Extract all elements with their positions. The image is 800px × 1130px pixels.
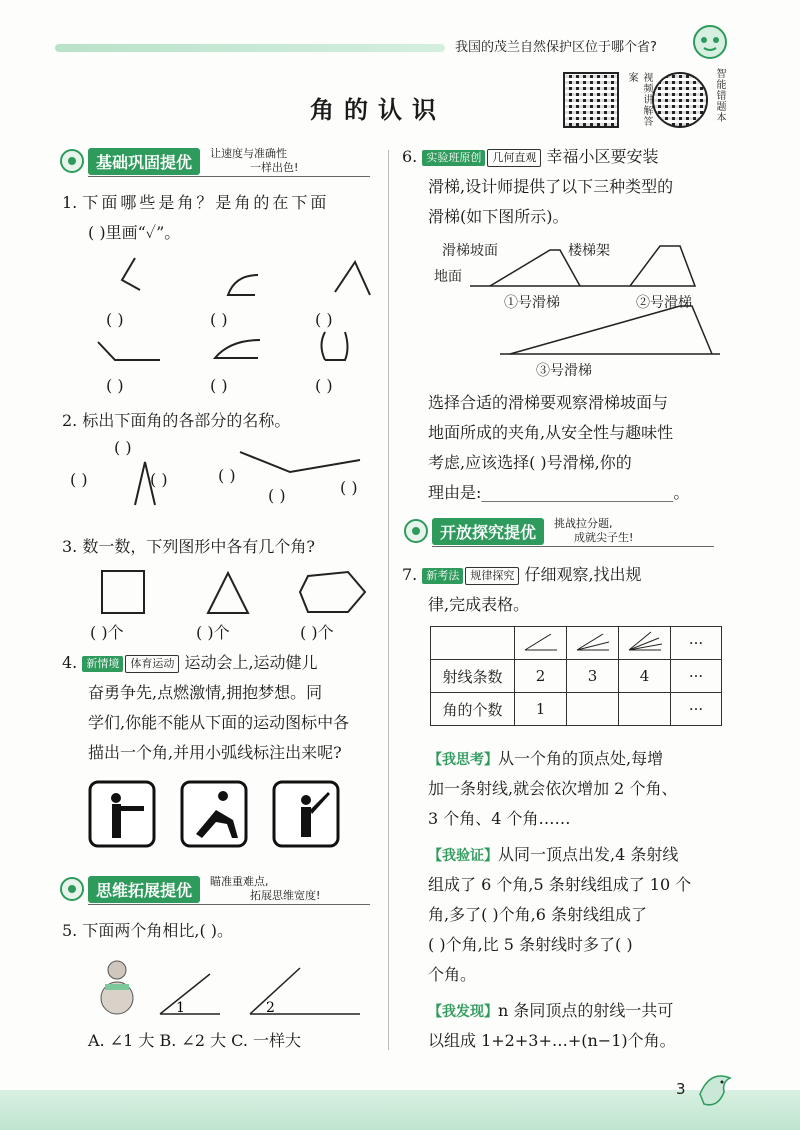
q6: 6. 实验班原创 几何直观 幸福小区要安装	[402, 147, 659, 166]
label-stairs: 楼梯架	[568, 243, 610, 259]
q7-find: 【我发现】n 条同顶点的射线一共可	[428, 1001, 674, 1020]
q6-line2: 滑梯,设计师提供了以下三种类型的	[428, 177, 674, 196]
q1-figures	[80, 250, 380, 400]
bear-mascot-icon	[95, 958, 155, 1016]
qr-caption-errors: 智能错题本	[714, 68, 725, 123]
q7-find-2: 以组成 1+2+3+…+(n−1)个角。	[428, 1031, 676, 1050]
q1-answer-4[interactable]: ( )	[106, 376, 124, 395]
q5: 5. 下面两个角相比,( )。	[62, 921, 234, 940]
q5-angles	[150, 962, 380, 1018]
page-title: 角的认识	[310, 96, 446, 124]
label-slide-1: ①号滑梯	[504, 295, 560, 311]
angle-2-label: 2	[266, 1000, 275, 1016]
top-decor-bar	[55, 44, 445, 52]
q7-think: 【我思考】从一个角的顶点处,每增	[428, 749, 664, 768]
q1-answer-6[interactable]: ( )	[315, 376, 333, 395]
table-row	[431, 693, 722, 726]
table-cell: 1	[515, 693, 567, 726]
section-label: 开放探究提优	[432, 518, 544, 545]
section-slogan: 挑战拉分题, 成就尖子生!	[554, 517, 634, 544]
section-label: 思维拓展提优	[88, 876, 200, 903]
section-slogan: 瞄准重难点, 拓展思维宽度!	[210, 875, 321, 902]
q2-answer-vertex[interactable]: ( )	[114, 438, 132, 457]
q2-answer-vertex2[interactable]: ( )	[268, 486, 286, 505]
table-cell-input[interactable]	[567, 693, 619, 726]
q2-answer-side4[interactable]: ( )	[340, 478, 358, 497]
table-row-header	[431, 627, 722, 660]
q6-tail-2: 地面所成的夹角,从安全性与趣味性	[428, 423, 674, 442]
label-slide-3: ③号滑梯	[536, 363, 592, 379]
q7-verify-2: 组成了 6 个角,5 条射线组成了 10 个	[428, 875, 692, 894]
qr-code-video[interactable]	[563, 72, 619, 128]
ufo-icon	[60, 877, 84, 901]
qr-caption-video: 视频讲解答案	[626, 72, 652, 127]
section-underline	[432, 546, 714, 547]
q2: 2. 标出下面角的各部分的名称。	[62, 411, 291, 430]
table-row-label: 角的个数	[431, 693, 515, 726]
table-cell: 3	[567, 660, 619, 693]
section-basic	[60, 148, 298, 174]
q4-sport-icons	[88, 780, 358, 850]
label-slide-2: ②号滑梯	[636, 295, 692, 311]
q6-line3: 滑梯(如下图所示)。	[428, 207, 569, 226]
q1-line2: ( )里画“✓”。	[88, 223, 181, 242]
q7-verify-3[interactable]: 角,多了( )个角,6 条射线组成了	[428, 905, 648, 924]
angle-4-rays-icon	[625, 628, 665, 654]
section-underline	[88, 176, 370, 177]
q3: 3. 数一数，下列图形中各有几个角?	[62, 537, 315, 556]
q3-answer-square[interactable]: ( )个	[90, 623, 124, 642]
satellite-icon	[404, 519, 428, 543]
robot-mascot-icon	[690, 22, 730, 62]
dolphin-mascot-icon	[692, 1064, 738, 1114]
target-icon	[60, 149, 84, 173]
q7-verify-4[interactable]: ( )个角,比 5 条射线时多了( )	[428, 935, 633, 954]
label-ground: 地面	[434, 269, 462, 285]
q7-line2: 律,完成表格。	[428, 595, 530, 614]
q7: 7. 新考法 规律探究 仔细观察,找出规	[402, 565, 642, 584]
table-row	[431, 660, 722, 693]
section-extension	[60, 876, 320, 902]
q4-line2: 奋勇争先,点燃激情,拥抱梦想。同	[88, 683, 323, 702]
q2-answer-side3[interactable]: ( )	[218, 466, 236, 485]
label-slope: 滑梯坡面	[442, 243, 498, 259]
q1-answer-3[interactable]: ( )	[315, 310, 333, 329]
q7-table	[430, 626, 722, 726]
q6-tail-1: 选择合适的滑梯要观察滑梯坡面与	[428, 393, 669, 412]
q6-tail-4[interactable]: 理由是:________________________。	[428, 483, 690, 502]
q7-think-3: 3 个角、4 个角……	[428, 809, 571, 828]
q4-line3: 学们,你能不能从下面的运动图标中各	[88, 713, 350, 732]
q1: 1. 下面哪些是角？是角的在下面	[62, 193, 330, 212]
table-cell: 2	[515, 660, 567, 693]
angle-2-rays-icon	[521, 628, 561, 654]
q7-verify: 【我验证】从同一顶点出发,4 条射线	[428, 845, 679, 864]
q4: 4. 新情境 体育运动 运动会上,运动健儿	[62, 653, 318, 672]
q3-answer-triangle[interactable]: ( )个	[196, 623, 230, 642]
q3-shapes	[90, 568, 380, 618]
section-explore	[404, 518, 633, 544]
q1-answer-1[interactable]: ( )	[106, 310, 124, 329]
q1-answer-5[interactable]: ( )	[210, 376, 228, 395]
q7-think-2: 加一条射线,就会依次增加 2 个角、	[428, 779, 678, 798]
table-cell: ···	[671, 627, 722, 660]
table-cell: ···	[671, 660, 722, 693]
section-underline	[88, 904, 370, 905]
section-label: 基础巩固提优	[88, 148, 200, 175]
q5-options[interactable]: A. ∠1 大 B. ∠2 大 C. 一样大	[88, 1031, 302, 1050]
q4-line4: 描出一个角,并用小弧线标注出来呢?	[88, 743, 342, 762]
table-cell: 4	[619, 660, 671, 693]
q7-verify-5: 个角。	[428, 965, 477, 984]
q2-answer-side1[interactable]: ( )	[70, 470, 88, 489]
section-slogan: 让速度与准确性 一样出色!	[210, 147, 299, 174]
angle-1-label: 1	[176, 1000, 185, 1016]
table-row-label: 射线条数	[431, 660, 515, 693]
qr-code-errors[interactable]	[652, 72, 708, 128]
angle-3-rays-icon	[573, 628, 613, 654]
q6-tail-3[interactable]: 考虑,应该选择( )号滑梯,你的	[428, 453, 632, 472]
q2-answer-side2[interactable]: ( )	[150, 470, 168, 489]
page-number: 3	[676, 1080, 686, 1098]
table-cell: ···	[671, 693, 722, 726]
q1-answer-2[interactable]: ( )	[210, 310, 228, 329]
header-question: 我国的茂兰自然保护区位于哪个省?	[455, 40, 657, 55]
table-cell-input[interactable]	[619, 693, 671, 726]
column-divider	[388, 150, 389, 1050]
q3-answer-hexagon[interactable]: ( )个	[300, 623, 334, 642]
